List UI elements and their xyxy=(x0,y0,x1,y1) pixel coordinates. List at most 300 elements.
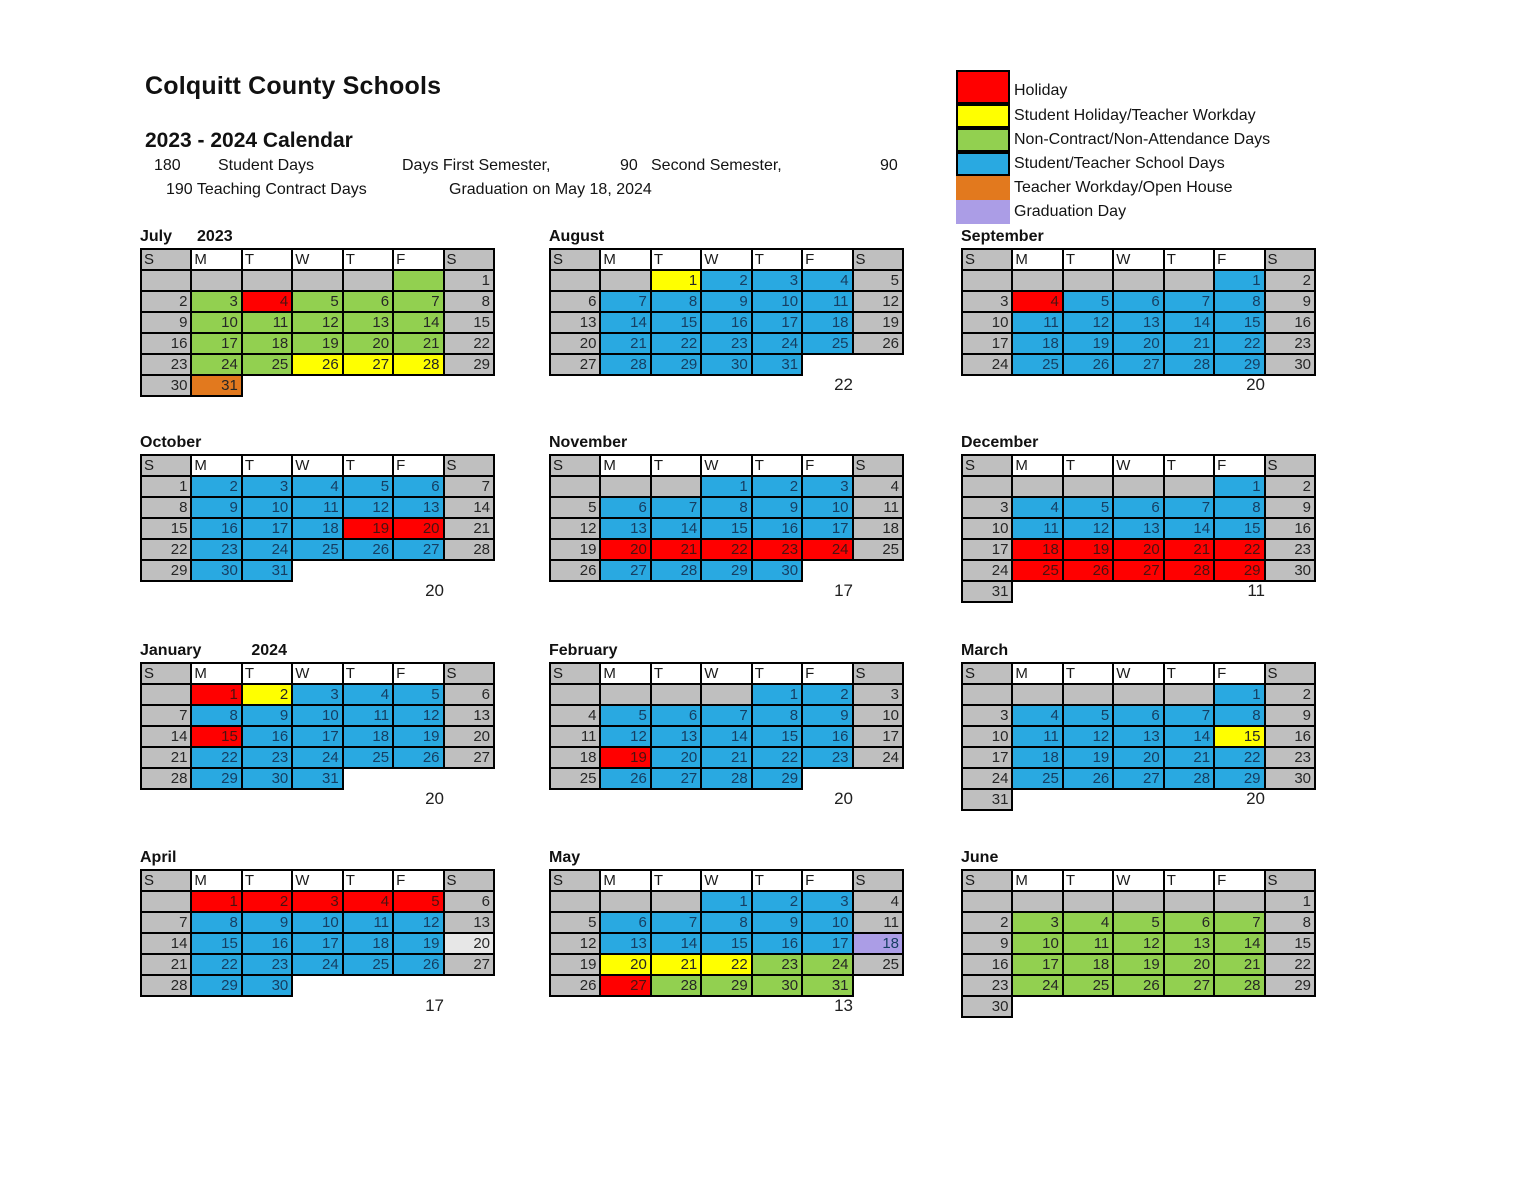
day-cell: 24 xyxy=(853,747,903,768)
blank-cell xyxy=(1164,684,1214,705)
day-cell: 2 xyxy=(1265,684,1315,705)
red-legend-swatch xyxy=(956,70,1010,104)
school-days-count: 11 xyxy=(1247,581,1265,600)
day-cell: 11 xyxy=(343,705,393,726)
weekday-header: S xyxy=(550,249,600,270)
day-cell: 2 xyxy=(1265,476,1315,497)
weekday-header: S xyxy=(962,663,1012,684)
day-cell: 29 xyxy=(1214,354,1264,375)
blank-cell xyxy=(1063,684,1113,705)
day-cell: 25 xyxy=(242,354,292,375)
day-cell: 18 xyxy=(853,518,903,539)
blank-cell xyxy=(600,684,650,705)
weekday-header: S xyxy=(444,663,494,684)
blank-cell xyxy=(600,891,650,912)
day-cell: 22 xyxy=(1214,333,1264,354)
month-calendar xyxy=(549,662,904,790)
day-cell: 9 xyxy=(141,312,191,333)
month-march xyxy=(961,642,1317,811)
weekday-header: S xyxy=(444,870,494,891)
green-legend-swatch xyxy=(956,128,1010,152)
day-cell: 6 xyxy=(444,684,494,705)
weekday-header: W xyxy=(701,455,751,476)
day-cell: 16 xyxy=(1265,312,1315,333)
month-april xyxy=(140,849,496,1015)
day-cell: 3 xyxy=(242,476,292,497)
day-cell: 2 xyxy=(962,912,1012,933)
day-cell: 1 xyxy=(191,891,241,912)
blank-cell xyxy=(343,270,393,291)
month-name: May xyxy=(549,849,581,866)
blank-cell xyxy=(242,270,292,291)
day-cell: 20 xyxy=(600,539,650,560)
day-cell: 28 xyxy=(141,975,191,996)
day-cell: 11 xyxy=(802,291,852,312)
day-cell: 22 xyxy=(752,747,802,768)
day-cell: 9 xyxy=(1265,291,1315,312)
day-cell: 30 xyxy=(191,560,241,581)
day-cell: 25 xyxy=(802,333,852,354)
day-cell: 13 xyxy=(343,312,393,333)
day-cell: 11 xyxy=(853,497,903,518)
day-cell: 31 xyxy=(752,354,802,375)
day-cell: 24 xyxy=(191,354,241,375)
weekday-header: M xyxy=(191,663,241,684)
blank-cell xyxy=(962,891,1012,912)
day-cell: 5 xyxy=(343,476,393,497)
day-cell: 25 xyxy=(1012,560,1062,581)
month-calendar xyxy=(961,869,1316,1018)
day-cell: 28 xyxy=(393,354,443,375)
day-cell: 27 xyxy=(393,539,443,560)
weekday-header: T xyxy=(651,455,701,476)
blank-cell xyxy=(1214,891,1264,912)
orange-legend-swatch xyxy=(956,176,1010,200)
day-cell: 22 xyxy=(141,539,191,560)
first-semester-value: 90 xyxy=(620,157,638,174)
day-cell: 15 xyxy=(701,518,751,539)
purple-legend-swatch xyxy=(956,200,1010,224)
day-cell: 12 xyxy=(1063,726,1113,747)
day-cell: 10 xyxy=(1012,933,1062,954)
day-cell: 25 xyxy=(343,747,393,768)
day-cell: 29 xyxy=(1214,560,1264,581)
weekday-header: W xyxy=(292,249,342,270)
day-cell: 19 xyxy=(343,518,393,539)
day-cell: 16 xyxy=(242,726,292,747)
day-cell: 6 xyxy=(393,476,443,497)
month-name: October xyxy=(140,434,202,451)
day-cell: 20 xyxy=(444,933,494,954)
weekday-header: F xyxy=(1214,663,1264,684)
legend-label: Non-Contract/Non-Attendance Days xyxy=(1014,131,1271,148)
day-cell: 12 xyxy=(1063,312,1113,333)
day-cell: 27 xyxy=(600,560,650,581)
weekday-header: M xyxy=(600,870,650,891)
day-cell: 24 xyxy=(292,954,342,975)
day-cell: 17 xyxy=(962,333,1012,354)
day-cell: 21 xyxy=(1164,747,1214,768)
day-cell: 23 xyxy=(802,747,852,768)
day-cell: 21 xyxy=(141,954,191,975)
blank-cell xyxy=(550,684,600,705)
day-cell: 14 xyxy=(701,726,751,747)
day-cell: 8 xyxy=(191,705,241,726)
weekday-header: W xyxy=(1113,870,1163,891)
day-cell: 3 xyxy=(191,291,241,312)
month-title xyxy=(140,642,496,660)
day-cell: 20 xyxy=(651,747,701,768)
day-cell: 26 xyxy=(1063,354,1113,375)
weekday-header: M xyxy=(600,249,650,270)
day-cell: 7 xyxy=(1164,497,1214,518)
weekday-header: W xyxy=(292,455,342,476)
day-cell: 13 xyxy=(600,933,650,954)
day-cell: 27 xyxy=(1113,768,1163,789)
weekday-header: S xyxy=(550,663,600,684)
weekday-header: T xyxy=(1063,870,1113,891)
day-cell: 15 xyxy=(444,312,494,333)
day-cell: 22 xyxy=(1214,539,1264,560)
day-cell: 23 xyxy=(242,954,292,975)
blank-cell xyxy=(600,476,650,497)
weekday-header: W xyxy=(701,249,751,270)
day-cell: 26 xyxy=(393,747,443,768)
day-cell: 15 xyxy=(1214,726,1264,747)
weekday-header: S xyxy=(141,249,191,270)
day-cell: 20 xyxy=(444,726,494,747)
day-cell: 4 xyxy=(1063,912,1113,933)
day-cell: 19 xyxy=(1113,954,1163,975)
day-cell: 21 xyxy=(1164,333,1214,354)
blank-cell xyxy=(1012,891,1062,912)
month-title xyxy=(140,434,496,452)
day-cell: 30 xyxy=(242,975,292,996)
blank-cell xyxy=(651,476,701,497)
day-cell: 23 xyxy=(752,539,802,560)
day-cell: 8 xyxy=(1214,705,1264,726)
weekday-header: T xyxy=(651,663,701,684)
weekday-header: S xyxy=(962,455,1012,476)
day-cell: 28 xyxy=(141,768,191,789)
day-cell: 18 xyxy=(1012,539,1062,560)
school-days-count: 20 xyxy=(1246,789,1265,808)
weekday-header: S xyxy=(853,455,903,476)
weekday-header: W xyxy=(701,870,751,891)
day-cell: 23 xyxy=(1265,539,1315,560)
school-days-count: 20 xyxy=(425,581,444,600)
day-cell: 13 xyxy=(651,726,701,747)
day-cell: 11 xyxy=(1012,726,1062,747)
day-cell: 26 xyxy=(1113,975,1163,996)
blank-cell xyxy=(191,270,241,291)
weekday-header: M xyxy=(1012,455,1062,476)
day-cell: 11 xyxy=(550,726,600,747)
weekday-header: T xyxy=(242,249,292,270)
day-cell: 4 xyxy=(343,891,393,912)
day-cell: 17 xyxy=(802,518,852,539)
day-cell: 27 xyxy=(550,354,600,375)
day-cell: 7 xyxy=(393,291,443,312)
blank-cell xyxy=(141,891,191,912)
day-cell: 17 xyxy=(853,726,903,747)
day-cell: 13 xyxy=(1113,726,1163,747)
student-days-value: 180 xyxy=(154,157,181,174)
month-february xyxy=(549,642,905,808)
day-cell: 14 xyxy=(651,518,701,539)
month-title xyxy=(961,434,1317,452)
day-cell: 31 xyxy=(242,560,292,581)
month-name: April xyxy=(140,849,177,866)
day-cell: 3 xyxy=(853,684,903,705)
day-cell: 21 xyxy=(1164,539,1214,560)
day-cell: 31 xyxy=(191,375,241,396)
legend-label: Graduation Day xyxy=(1014,203,1127,220)
page-title: Colquitt County Schools xyxy=(145,72,442,100)
day-cell: 28 xyxy=(1164,768,1214,789)
day-cell: 19 xyxy=(1063,333,1113,354)
day-cell: 14 xyxy=(1164,518,1214,539)
day-cell: 14 xyxy=(141,933,191,954)
day-cell: 7 xyxy=(1164,705,1214,726)
day-cell: 28 xyxy=(1214,975,1264,996)
day-cell: 28 xyxy=(701,768,751,789)
weekday-header: T xyxy=(651,249,701,270)
day-cell: 22 xyxy=(651,333,701,354)
day-cell: 4 xyxy=(242,291,292,312)
second-semester-value: 90 xyxy=(880,157,898,174)
calendar-year-subtitle: 2023 - 2024 Calendar xyxy=(145,129,353,152)
month-name: July xyxy=(140,228,173,245)
month-calendar xyxy=(549,454,904,582)
day-cell: 8 xyxy=(1214,291,1264,312)
day-cell: 19 xyxy=(393,726,443,747)
weekday-header: T xyxy=(752,870,802,891)
day-cell: 5 xyxy=(393,891,443,912)
month-title xyxy=(961,642,1317,660)
month-name: January xyxy=(140,642,202,659)
blank-cell xyxy=(962,270,1012,291)
month-calendar xyxy=(140,662,495,790)
day-cell: 24 xyxy=(802,539,852,560)
weekday-header: F xyxy=(1214,249,1264,270)
blank-cell xyxy=(1113,270,1163,291)
day-cell: 18 xyxy=(1063,954,1113,975)
month-year: 2024 xyxy=(251,642,287,659)
day-cell: 1 xyxy=(752,684,802,705)
day-cell: 18 xyxy=(853,933,903,954)
day-cell: 21 xyxy=(701,747,751,768)
day-cell: 21 xyxy=(600,333,650,354)
legend-label: Teacher Workday/Open House xyxy=(1014,179,1233,196)
day-cell: 3 xyxy=(802,476,852,497)
day-cell: 22 xyxy=(444,333,494,354)
day-cell: 8 xyxy=(701,497,751,518)
day-cell: 19 xyxy=(550,539,600,560)
day-cell: 4 xyxy=(853,476,903,497)
weekday-header: F xyxy=(1214,870,1264,891)
school-days-count: 20 xyxy=(425,789,444,808)
month-title xyxy=(549,642,905,660)
day-cell: 15 xyxy=(651,312,701,333)
day-cell: 10 xyxy=(752,291,802,312)
day-cell: 18 xyxy=(1012,747,1062,768)
weekday-header: S xyxy=(141,455,191,476)
month-title xyxy=(961,849,1317,867)
day-cell: 22 xyxy=(1214,747,1264,768)
day-cell: 9 xyxy=(1265,705,1315,726)
day-cell: 12 xyxy=(292,312,342,333)
day-cell: 31 xyxy=(802,975,852,996)
month-calendar xyxy=(961,248,1316,376)
day-cell: 4 xyxy=(1012,291,1062,312)
day-cell: 16 xyxy=(701,312,751,333)
weekday-header: T xyxy=(343,870,393,891)
day-cell: 29 xyxy=(752,768,802,789)
day-cell: 30 xyxy=(752,975,802,996)
weekday-header: W xyxy=(1113,249,1163,270)
day-cell: 14 xyxy=(141,726,191,747)
day-cell: 30 xyxy=(752,560,802,581)
day-cell: 26 xyxy=(1063,560,1113,581)
blank-cell xyxy=(292,270,342,291)
weekday-header: T xyxy=(343,663,393,684)
blank-cell xyxy=(1164,270,1214,291)
day-cell: 19 xyxy=(1063,747,1113,768)
weekday-header: M xyxy=(191,455,241,476)
day-cell: 16 xyxy=(752,933,802,954)
weekday-header: S xyxy=(550,455,600,476)
weekday-header: M xyxy=(191,249,241,270)
day-cell: 15 xyxy=(1265,933,1315,954)
weekday-header: T xyxy=(651,870,701,891)
day-cell: 7 xyxy=(1214,912,1264,933)
blank-cell xyxy=(550,891,600,912)
day-cell: 27 xyxy=(343,354,393,375)
day-cell: 3 xyxy=(962,291,1012,312)
weekday-header: S xyxy=(1265,663,1315,684)
day-cell: 21 xyxy=(1214,954,1264,975)
day-cell: 15 xyxy=(1214,312,1264,333)
legend-label: Student/Teacher School Days xyxy=(1014,155,1225,172)
day-cell: 22 xyxy=(191,954,241,975)
day-cell: 29 xyxy=(191,768,241,789)
day-cell: 2 xyxy=(802,684,852,705)
weekday-header: W xyxy=(292,663,342,684)
weekday-header: S xyxy=(1265,870,1315,891)
day-cell: 6 xyxy=(1113,291,1163,312)
day-cell: 4 xyxy=(802,270,852,291)
month-july xyxy=(140,228,496,397)
month-name: September xyxy=(961,228,1044,245)
day-cell: 7 xyxy=(1164,291,1214,312)
weekday-header: M xyxy=(600,455,650,476)
day-cell: 31 xyxy=(962,581,1012,602)
blank-cell xyxy=(651,891,701,912)
month-name: November xyxy=(549,434,628,451)
weekday-header: S xyxy=(550,870,600,891)
weekday-header: T xyxy=(1063,249,1113,270)
month-may xyxy=(549,849,905,1015)
day-cell: 8 xyxy=(1214,497,1264,518)
day-cell: 5 xyxy=(1113,912,1163,933)
day-cell: 12 xyxy=(393,705,443,726)
day-cell: 1 xyxy=(191,684,241,705)
day-cell: 21 xyxy=(651,539,701,560)
day-cell: 29 xyxy=(1214,768,1264,789)
day-cell: 13 xyxy=(600,518,650,539)
day-cell: 2 xyxy=(191,476,241,497)
day-cell: 9 xyxy=(752,497,802,518)
month-calendar xyxy=(140,454,495,582)
day-cell: 21 xyxy=(651,954,701,975)
day-cell: 19 xyxy=(853,312,903,333)
day-cell: 16 xyxy=(242,933,292,954)
day-cell: 8 xyxy=(752,705,802,726)
day-cell: 20 xyxy=(550,333,600,354)
day-cell: 9 xyxy=(1265,497,1315,518)
day-cell: 15 xyxy=(752,726,802,747)
day-cell: 27 xyxy=(1164,975,1214,996)
month-name: March xyxy=(961,642,1009,659)
day-cell: 3 xyxy=(962,705,1012,726)
weekday-header: F xyxy=(802,455,852,476)
day-cell: 29 xyxy=(1265,975,1315,996)
day-cell: 17 xyxy=(242,518,292,539)
day-cell: 8 xyxy=(1265,912,1315,933)
day-cell: 24 xyxy=(962,560,1012,581)
day-cell: 22 xyxy=(1265,954,1315,975)
day-cell: 15 xyxy=(141,518,191,539)
day-cell: 28 xyxy=(600,354,650,375)
day-cell: 9 xyxy=(191,497,241,518)
day-cell: 6 xyxy=(444,891,494,912)
weekday-header: M xyxy=(1012,249,1062,270)
day-cell: 6 xyxy=(1164,912,1214,933)
day-cell: 13 xyxy=(1113,312,1163,333)
weekday-header: S xyxy=(853,663,903,684)
month-december xyxy=(961,434,1317,603)
day-cell: 30 xyxy=(141,375,191,396)
day-cell: 17 xyxy=(962,747,1012,768)
weekday-header: F xyxy=(802,870,852,891)
second-semester-label: Second Semester, xyxy=(651,157,782,174)
day-cell: 23 xyxy=(191,539,241,560)
day-cell: 18 xyxy=(242,333,292,354)
month-title xyxy=(549,849,905,867)
weekday-header: S xyxy=(141,870,191,891)
weekday-header: F xyxy=(1214,455,1264,476)
day-cell: 10 xyxy=(962,312,1012,333)
day-cell: 21 xyxy=(141,747,191,768)
day-cell: 29 xyxy=(701,560,751,581)
day-cell: 11 xyxy=(1012,312,1062,333)
school-days-count: 13 xyxy=(834,996,853,1015)
blank-cell xyxy=(1164,891,1214,912)
weekday-header: S xyxy=(444,249,494,270)
weekday-header: F xyxy=(393,455,443,476)
day-cell: 16 xyxy=(802,726,852,747)
day-cell: 14 xyxy=(393,312,443,333)
weekday-header: T xyxy=(1164,455,1214,476)
weekday-header: T xyxy=(752,455,802,476)
weekday-header: T xyxy=(1164,870,1214,891)
day-cell: 6 xyxy=(600,912,650,933)
day-cell: 12 xyxy=(343,497,393,518)
day-cell: 5 xyxy=(550,497,600,518)
day-cell: 1 xyxy=(701,476,751,497)
day-cell: 4 xyxy=(550,705,600,726)
